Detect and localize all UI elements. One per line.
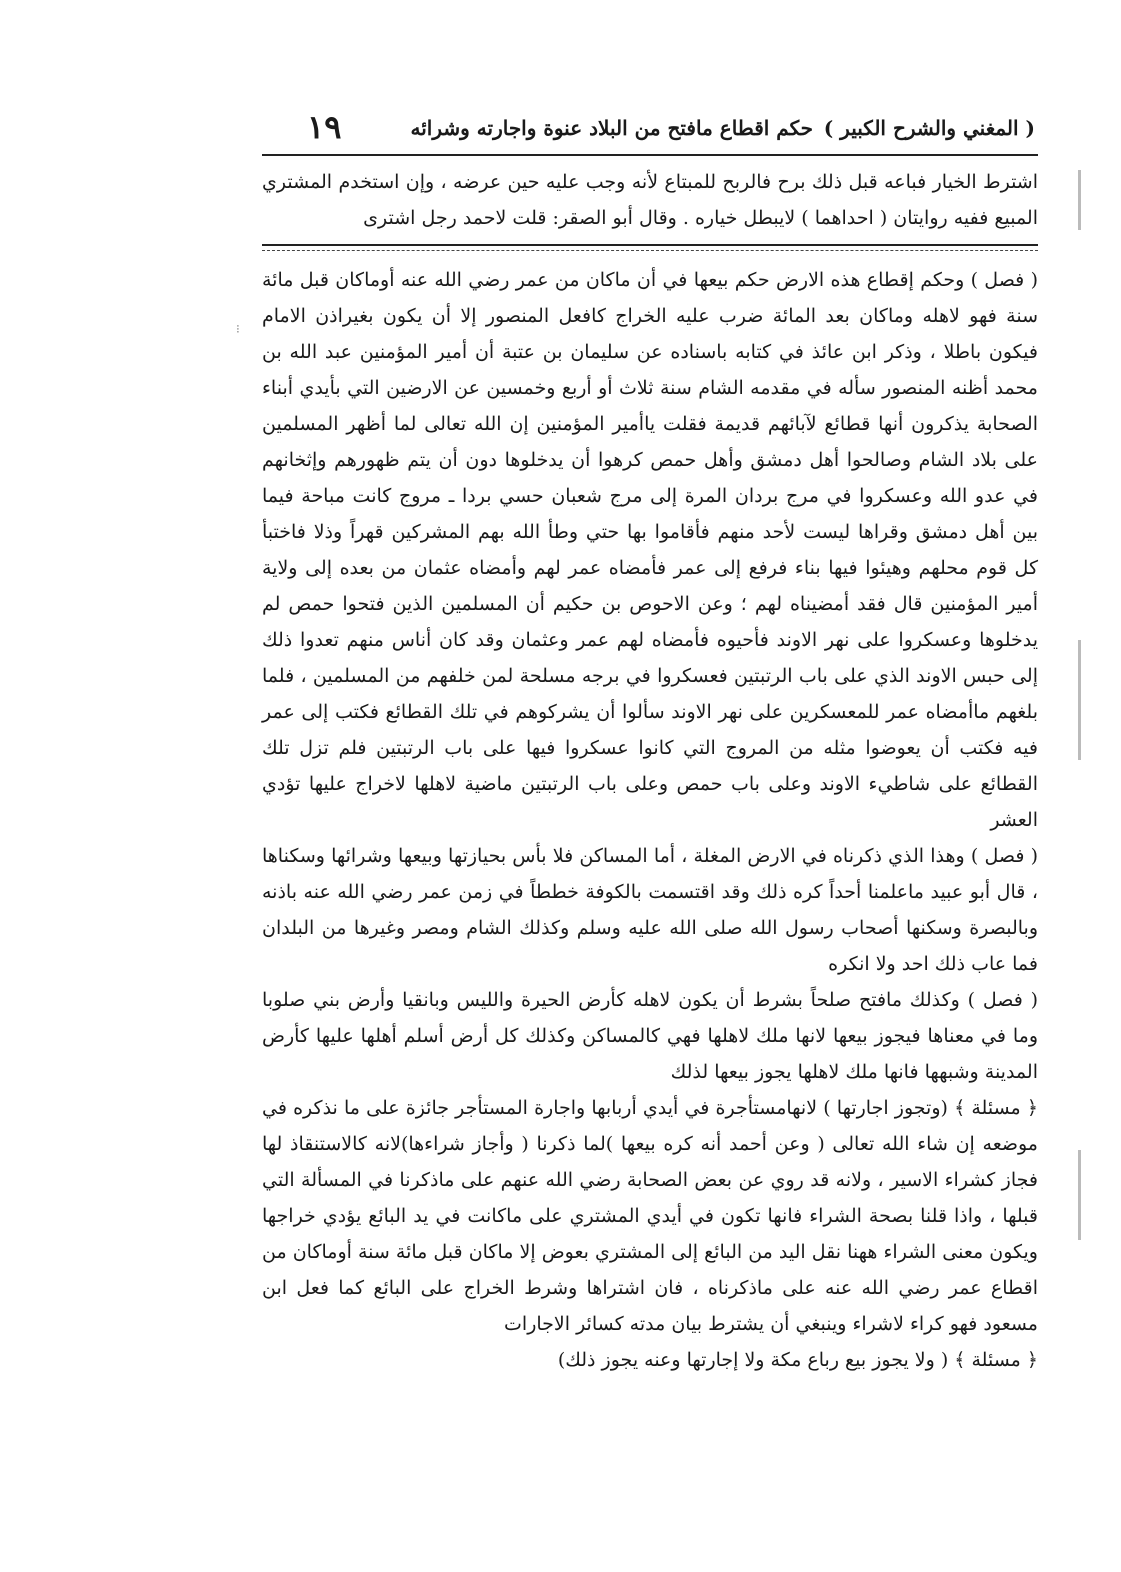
page-number: ١٩	[307, 108, 342, 146]
separator-rule	[262, 244, 1038, 246]
page-edge-mark	[1078, 640, 1081, 760]
page-edge-mark	[1078, 1150, 1081, 1240]
paragraph-fasl-masakin: ( فصل ) وهذا الذي ذكرناه في الارض المغلة ، أما المساكن فلا بأس بحيازتها وبيعها وشرائها وسكناها ، قال أبو عبيد ماعلمنا أحداً كره ذلك وقد اقتسمت بالكوفة خططاً في زمن عمر رضي الله عنه باذنه وبالبصرة وسكنها أصحاب رسول الله صلى الله عليه وسلم وكذلك الشام ومصر وغيرها من البلدان فما عاب ذلك احد ولا انكره	[262, 845, 1038, 975]
continuation-text	[262, 164, 1038, 236]
page-header	[265, 108, 1035, 154]
paragraph-masala-ribaa-makka: ﴿ مسئلة ﴾ ( ولا يجوز بيع رباع مكة ولا إجارتها وعنه يجوز ذلك)	[557, 1349, 1038, 1371]
chapter-title: حكم اقطاع مافتح من البلاد عنوة واجارته وشرائه	[410, 116, 813, 140]
running-title: ( المغني والشرح الكبير )	[823, 116, 1035, 140]
top-paragraph: اشترط الخيار فباعه قبل ذلك برح فالربح للمبتاع لأنه وجب عليه حين عرضه ، وإن استخدم المشتري المبيع ففيه روايتان ( احداهما ) لايبطل خياره . وقال أبو الصقر: قلت لاحمد رجل اشترى	[262, 171, 1038, 229]
margin-marks: ⁝	[236, 322, 240, 336]
header-rule	[262, 154, 1038, 156]
paragraph-fasl-sulh: ( فصل ) وكذلك مافتح صلحاً بشرط أن يكون لاهله كأرض الحيرة والليس وبانقيا وأرض بني صلوبا وما في معناها فيجوز بيعها لانها ملك لاهلها فهي كالمساكن وكذلك كل أرض أسلم أهلها عليها كأرض المدينة وشبهها فانها ملك لاهلها يجوز بيعها لذلك	[262, 989, 1038, 1083]
page-edge-mark	[1078, 170, 1081, 230]
separator-dashed-rule	[262, 250, 1038, 251]
paragraph-masala-ijara: ﴿ مسئلة ﴾ (وتجوز اجارتها ) لانهامستأجرة في أيدي أربابها واجارة المستأجر جائزة على ما نذكره في موضعه إن شاء الله تعالى ( وعن أحمد أنه كره بيعها )لما ذكرنا ( وأجاز شراءها)لانه كالاستنقاذ لها فجاز كشراء الاسير ، ولانه قد روي عن بعض الصحابة رضي الله عنهم على ماذكرنا في المسألة التي قبلها ، واذا قلنا بصحة الشراء فانها تكون في أيدي المشتري على ماكانت في يد البائع يؤدي خراجها ويكون معنى الشراء ههنا نقل اليد من البائع إلى المشتري بعوض إلا ماكان قبل مائة سنة أوماكان من اقطاع عمر رضي الله عنه على ماذكرناه ، فان اشتراها وشرط الخراج على البائع كما فعل ابن مسعود فهو كراء لاشراء وينبغي أن يشترط بيان مدته كسائر الاجارات	[262, 1097, 1038, 1335]
paragraph-fasl-iqta: ( فصل ) وحكم إقطاع هذه الارض حكم بيعها في أن ماكان من عمر رضي الله عنه أوماكان قبل مائة سنة فهو لاهله وماكان بعد المائة ضرب عليه الخراج كافعل المنصور إلا أن يكون بغيراذن الامام فيكون باطلا ، وذكر ابن عائذ في كتابه باسناده عن سليمان بن عتبة أن أمير المؤمنين عبد الله بن محمد أظنه المنصور سأله في مقدمه الشام سنة ثلاث أو أربع وخمسين عن الارضين التي بأيدي أبناء الصحابة يذكرون أنها قطائع لآبائهم قديمة فقلت ياأمير المؤمنين إن الله تعالى لما أظهر المسلمين على بلاد الشام وصالحوا أهل دمشق وأهل حمص كرهوا أن يدخلوها دون أن يتم ظهورهم وإثخانهم في عدو الله وعسكروا في مرج بردان المرة إلى مرج شعبان حسي بردا ـ مروج كانت مباحة فيما بين أهل دمشق وقراها ليست لأحد منهم فأقاموا بها حتي وطأ الله بهم المشركين قهراً وذلا فاختبأ كل قوم محلهم وهيئوا فيها بناء فرفع إلى عمر فأمضاه عمر لهم وأمضاه عثمان من بعده إلى ولاية أمير المؤمنين قال فقد أمضيناه لهم ؛ وعن الاحوص بن حكيم أن المسلمين الذين فتحوا حمص لم يدخلوها وعسكروا على نهر الاوند فأحيوه فأمضاه لهم عمر وعثمان وقد كان أناس منهم تعدوا ذلك إلى حبس الاوند الذي على باب الرتبتين فعسكروا في برجه مسلحة لمن خلفهم من المسلمين ، فلما بلغهم ماأمضاه عمر للمعسكرين على نهر الاوند سألوا أن يشركوهم في تلك القطائع فكتب إلى عمر فيه فكتب أن يعوضوا مثله من المروج التي كانوا عسكروا فيها على باب الرتبتين فلم تزل تلك القطائع على شاطيء الاوند وعلى باب حمص وعلى باب الرتبتين ماضية لاهلها لاخراج عليها تؤدي العشر	[262, 269, 1038, 831]
main-text	[262, 262, 1038, 1378]
